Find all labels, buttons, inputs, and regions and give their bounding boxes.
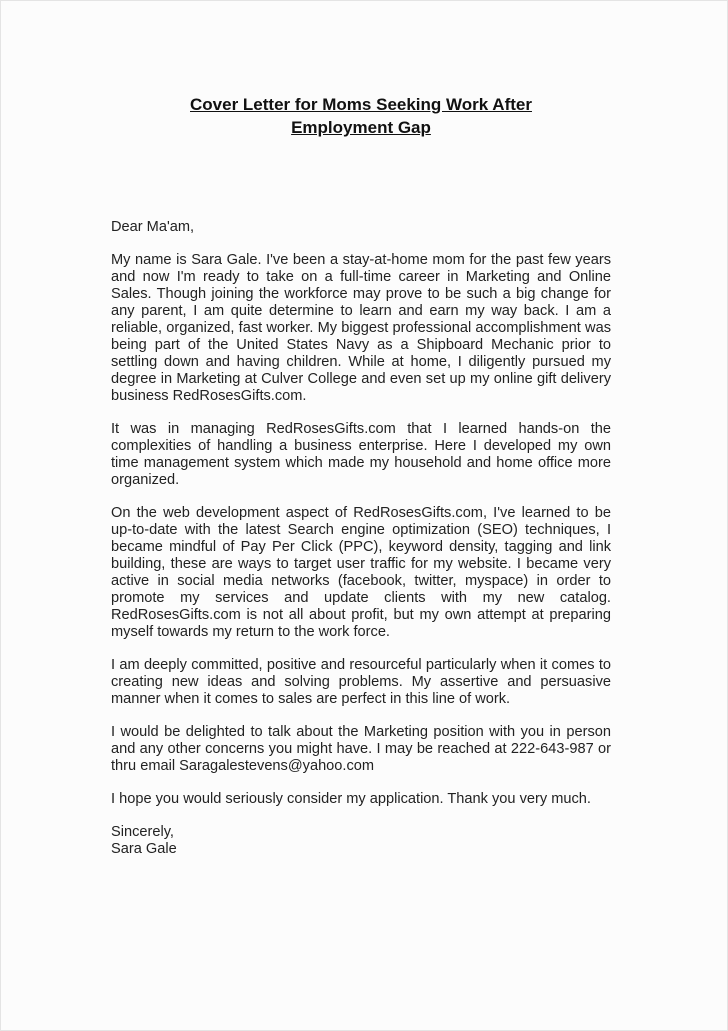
- paragraph-contact: I would be delighted to talk about the Marketing position with you in person and any other concerns you might have. I may be reached at 222-643-987 or thru email Saragalestevens@yahoo.com: [111, 724, 611, 774]
- closing: Sincerely,: [111, 824, 174, 840]
- signature: Sara Gale: [111, 841, 177, 857]
- letter-body: [111, 219, 611, 858]
- document-title: [111, 93, 611, 139]
- title-line-2: Employment Gap: [291, 118, 431, 137]
- paragraph-web-development: On the web development aspect of RedRosesGifts.com, I've learned to be up-to-date with the latest Search engine optimization (SEO) techniques, I became mindful of Pay Per Click (PPC), keyword density, tagging and link building, these are ways to target user traffic for my website. I became very active in social media networks (facebook, twitter, myspace) in order to promote my services and update clients with my new catalog. RedRosesGifts.com is not all about profit, but my own attempt at preparing myself towards my return to the work force.: [111, 505, 611, 640]
- salutation: Dear Ma'am,: [111, 219, 195, 235]
- paragraph-qualities: I am deeply committed, positive and resourceful particularly when it comes to creating new ideas and solving problems. My assertive and persuasive manner when it comes to sales are perfect in this line of work.: [111, 657, 611, 707]
- paragraph-business: It was in managing RedRosesGifts.com that I learned hands-on the complexities of handling a business enterprise. Here I developed my own time management system which made my household and home office more organized.: [111, 421, 611, 488]
- paragraph-thanks: I hope you would seriously consider my application. Thank you very much.: [111, 791, 591, 807]
- paragraph-intro: My name is Sara Gale. I've been a stay-at-home mom for the past few years and now I'm ready to take on a full-time career in Marketing and Online Sales. Though joining the workforce may prove to be such a big change for any parent, I am quite determine to learn and earn my way back. I am a reliable, organized, fast worker. My biggest professional accomplishment was being part of the United States Navy as a Shipboard Mechanic prior to settling down and having children. While at home, I diligently pursued my degree in Marketing at Culver College and even set up my online gift delivery business RedRosesGifts.com.: [111, 252, 611, 404]
- title-line-1: Cover Letter for Moms Seeking Work After: [190, 95, 532, 114]
